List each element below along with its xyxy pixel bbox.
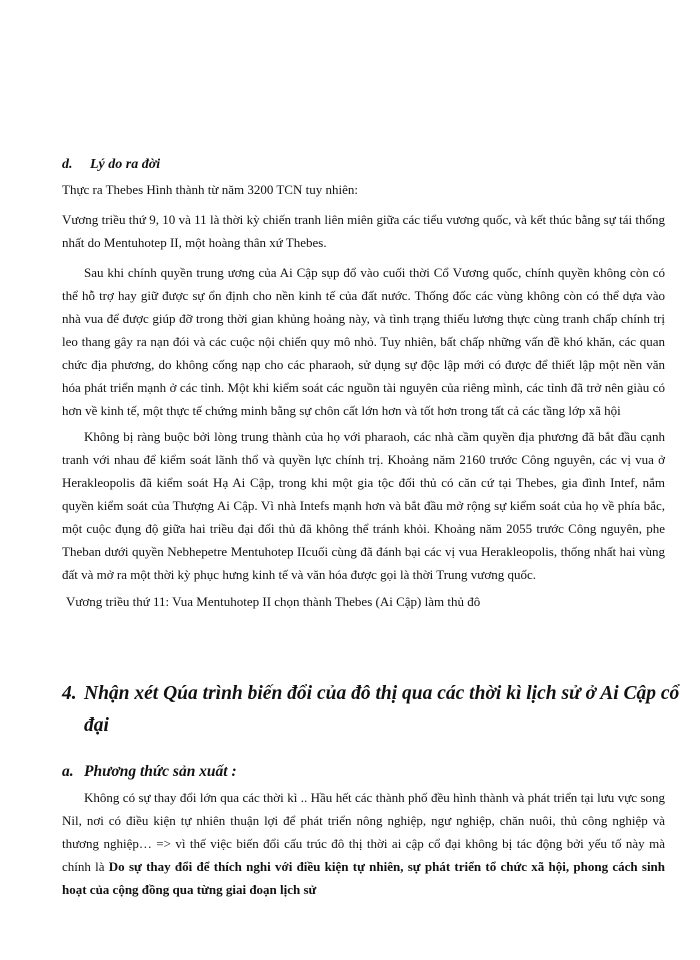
paragraph-production-emphasis: Do sự thay đổi để thích nghi với điều kiện tự nhiên, sự phát triển tổ chức xã hội, phong cách sinh hoạt của cộng đồng qua từng giai đoạn lịch sử: [62, 859, 666, 897]
section-a-heading: [62, 763, 237, 781]
section-4-heading: [62, 678, 682, 742]
paragraph-capital: Vương triều thứ 11: Vua Mentuhotep II chọn thành Thebes (Ai Cập) làm thủ đô: [66, 594, 481, 609]
paragraph-production: [62, 786, 665, 901]
paragraph-collapse: Sau khi chính quyền trung ương của Ai Cập sụp đổ vào cuối thời Cổ Vương quốc, chính quyền không còn có thể hỗ trợ hay giữ được sự ổn định cho nền kinh tế của đất nước. Thống đốc các vùng không còn có thể dựa vào nhà vua để được giúp đỡ trong thời gian khủng hoảng này, và tình trạng thiếu lương thực cùng tranh chấp chính trị leo thang gây ra nạn đói và các cuộc nội chiến quy mô nhỏ. Tuy nhiên, bất chấp những vấn đề khó khăn, các quan chức địa phương, do không cống nạp cho các pharaoh, sử dụng sự độc lập mới có được để thiết lập một nền văn hóa phát triển mạnh ở các tỉnh. Một khi kiểm soát các nguồn tài nguyên của riêng mình, các tỉnh đã trở nên giàu có hơn về kinh tế, một thực tế chứng minh bằng sự chôn cất lớn hơn và tốt hơn trong tất cả các tầng lớp xã hội: [62, 265, 665, 418]
section-a-number: a.: [62, 763, 74, 780]
section-a-title: Phương thức sản xuất :: [84, 763, 237, 780]
paragraph-dynasties: Vương triều thứ 9, 10 và 11 là thời kỳ chiến tranh liên miên giữa các tiểu vương quốc, và kết thúc bằng sự tái thống nhất do Mentuhotep II, một hoàng thân xứ Thebes.: [62, 212, 665, 250]
section-4-title: Nhận xét Qúa trình biến đổi của đô thị qua các thời kì lịch sử ở Ai Cập cổ đại: [84, 683, 680, 736]
paragraph-intro: Thực ra Thebes Hình thành từ năm 3200 TCN tuy nhiên:: [62, 182, 358, 197]
section-4-number: 4.: [62, 683, 77, 704]
section-d-heading: [62, 157, 160, 173]
paragraph-rivalry: Không bị ràng buộc bởi lòng trung thành của họ với pharaoh, các nhà cầm quyền địa phương đã bắt đầu cạnh tranh với nhau để kiểm soát lãnh thổ và quyền lực chính trị. Khoảng năm 2160 trước Công nguyên, các vị vua ở Herakleopolis đã kiểm soát Hạ Ai Cập, trong khi một gia tộc đối thủ có căn cứ tại Thebes, gia đình Intef, nắm quyền kiểm soát của Thượng Ai Cập. Vì nhà Intefs mạnh hơn và bắt đầu mở rộng sự kiểm soát của họ về phía bắc, một cuộc đụng độ giữa hai triều đại đối thủ đã không thể tránh khỏi. Khoảng năm 2055 trước Công nguyên, phe Theban dưới quyền Nebhepetre Mentuhotep IIcuối cùng đã đánh bại các vị vua Herakleopolis, thống nhất hai vùng đất và mở ra một thời kỳ phục hưng kinh tế và văn hóa được gọi là thời Trung vương quốc.: [62, 429, 665, 582]
paragraph-production-text: Không có sự thay đổi lớn qua các thời kì .. Hầu hết các thành phố đều hình thành và phát triển tại lưu vực song Nil, nơi có điều kiện tự nhiên thuận lợi để phát triển nông nghiệp, ngư nghiệp, chăn nuôi, thủ công nghiệp và thương nghiệp… => vì thế việc biến đổi cấu trúc đô thị thời ai cập cổ đại không bị tác động bởi yếu tố này mà chính là: [62, 790, 665, 874]
section-d-number: d.: [62, 157, 73, 172]
section-d-title: Lý do ra đời: [90, 157, 161, 172]
